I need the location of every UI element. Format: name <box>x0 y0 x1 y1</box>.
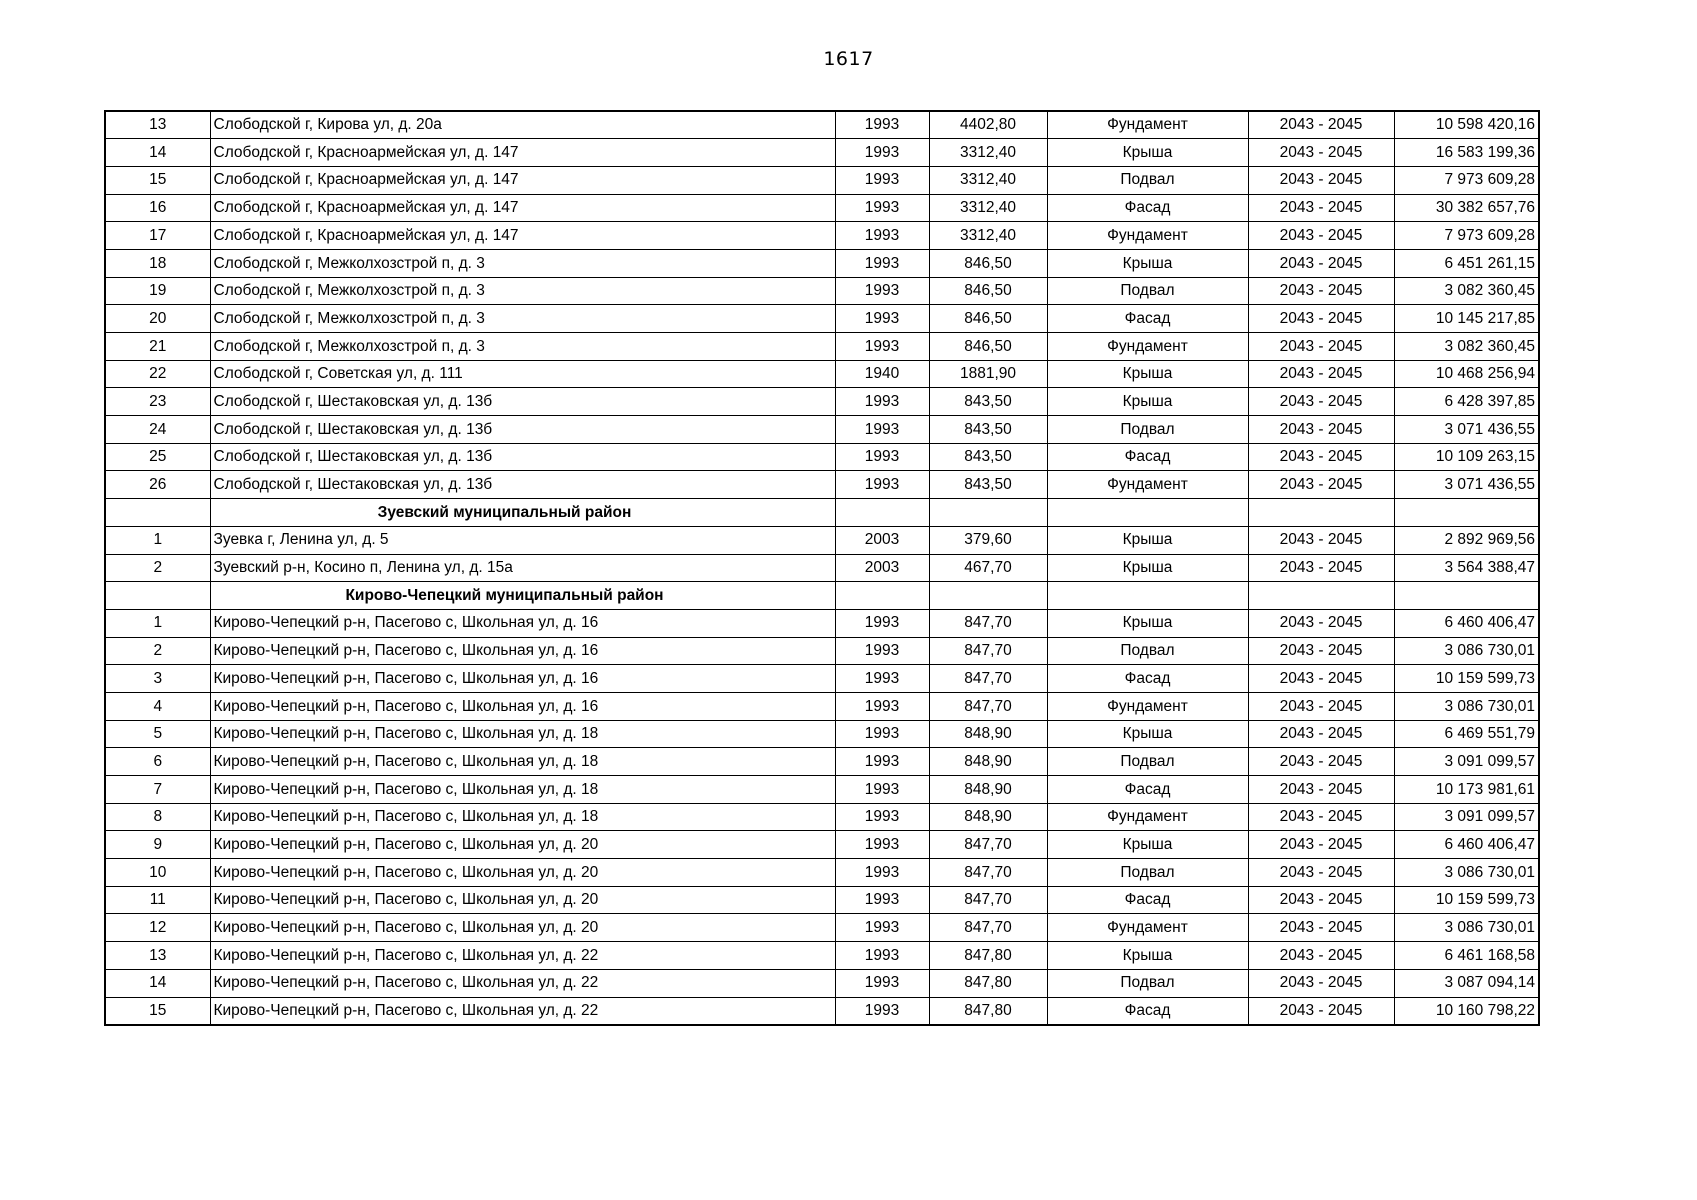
structural-element-cell: Фасад <box>1047 194 1248 222</box>
repair-period-cell: 2043 - 2045 <box>1248 443 1394 471</box>
area-cell: 843,50 <box>929 471 1047 499</box>
address-cell: Слободской г, Шестаковская ул, д. 13б <box>210 443 835 471</box>
structural-element-cell: Фундамент <box>1047 111 1248 139</box>
repair-period-cell: 2043 - 2045 <box>1248 166 1394 194</box>
area-cell: 848,90 <box>929 748 1047 776</box>
address-cell: Слободской г, Межколхозстрой п, д. 3 <box>210 305 835 333</box>
structural-element-cell: Фундамент <box>1047 222 1248 250</box>
table-row <box>105 249 1539 277</box>
structural-element-cell: Фасад <box>1047 443 1248 471</box>
row-number-cell: 10 <box>105 859 210 887</box>
table-row <box>105 554 1539 582</box>
repair-period-cell: 2043 - 2045 <box>1248 942 1394 970</box>
build-year-cell: 2003 <box>835 554 929 582</box>
cost-cell: 6 451 261,15 <box>1394 249 1539 277</box>
build-year-cell: 1993 <box>835 609 929 637</box>
table-row <box>105 360 1539 388</box>
build-year-cell: 1993 <box>835 665 929 693</box>
structural-element-cell: Подвал <box>1047 637 1248 665</box>
row-number-cell: 13 <box>105 111 210 139</box>
table-row <box>105 609 1539 637</box>
address-cell: Слободской г, Кирова ул, д. 20а <box>210 111 835 139</box>
table-body <box>105 111 1539 1025</box>
address-cell: Кирово-Чепецкий р-н, Пасегово с, Школьная ул, д. 22 <box>210 942 835 970</box>
cost-cell: 6 460 406,47 <box>1394 609 1539 637</box>
row-number-cell: 25 <box>105 443 210 471</box>
address-cell: Слободской г, Красноармейская ул, д. 147 <box>210 194 835 222</box>
repair-period-cell: 2043 - 2045 <box>1248 609 1394 637</box>
structural-element-cell: Крыша <box>1047 554 1248 582</box>
repair-period-cell: 2043 - 2045 <box>1248 997 1394 1025</box>
structural-element-cell: Подвал <box>1047 166 1248 194</box>
row-number-cell: 15 <box>105 166 210 194</box>
build-year-cell: 1940 <box>835 360 929 388</box>
area-cell: 847,70 <box>929 609 1047 637</box>
cost-cell: 10 598 420,16 <box>1394 111 1539 139</box>
cost-cell: 16 583 199,36 <box>1394 139 1539 167</box>
cost-cell <box>1394 499 1539 527</box>
table-row <box>105 831 1539 859</box>
section-header-row <box>105 582 1539 610</box>
address-cell: Кирово-Чепецкий р-н, Пасегово с, Школьная ул, д. 18 <box>210 720 835 748</box>
build-year-cell: 1993 <box>835 692 929 720</box>
cost-cell: 10 159 599,73 <box>1394 665 1539 693</box>
build-year-cell: 1993 <box>835 416 929 444</box>
build-year-cell <box>835 499 929 527</box>
repair-period-cell: 2043 - 2045 <box>1248 969 1394 997</box>
table-row <box>105 942 1539 970</box>
cost-cell: 10 109 263,15 <box>1394 443 1539 471</box>
repair-schedule-table <box>104 110 1540 1026</box>
row-number-cell <box>105 499 210 527</box>
build-year-cell: 1993 <box>835 942 929 970</box>
structural-element-cell: Фасад <box>1047 305 1248 333</box>
row-number-cell: 26 <box>105 471 210 499</box>
build-year-cell: 1993 <box>835 222 929 250</box>
structural-element-cell: Крыша <box>1047 526 1248 554</box>
repair-period-cell: 2043 - 2045 <box>1248 139 1394 167</box>
table-row <box>105 139 1539 167</box>
row-number-cell: 6 <box>105 748 210 776</box>
section-title-cell <box>210 582 835 610</box>
area-cell: 467,70 <box>929 554 1047 582</box>
address-cell: Слободской г, Шестаковская ул, д. 13б <box>210 388 835 416</box>
structural-element-cell: Фундамент <box>1047 471 1248 499</box>
build-year-cell: 1993 <box>835 194 929 222</box>
area-cell: 847,70 <box>929 859 1047 887</box>
structural-element-cell: Крыша <box>1047 139 1248 167</box>
cost-cell: 7 973 609,28 <box>1394 166 1539 194</box>
repair-period-cell: 2043 - 2045 <box>1248 859 1394 887</box>
structural-element-cell: Крыша <box>1047 831 1248 859</box>
repair-period-cell: 2043 - 2045 <box>1248 194 1394 222</box>
address-cell: Кирово-Чепецкий р-н, Пасегово с, Школьная ул, д. 18 <box>210 776 835 804</box>
build-year-cell: 2003 <box>835 526 929 554</box>
repair-period-cell: 2043 - 2045 <box>1248 526 1394 554</box>
address-cell: Слободской г, Красноармейская ул, д. 147 <box>210 222 835 250</box>
repair-period-cell: 2043 - 2045 <box>1248 692 1394 720</box>
area-cell: 846,50 <box>929 277 1047 305</box>
repair-period-cell: 2043 - 2045 <box>1248 554 1394 582</box>
area-cell: 843,50 <box>929 416 1047 444</box>
cost-cell: 10 159 599,73 <box>1394 886 1539 914</box>
row-number-cell: 11 <box>105 886 210 914</box>
structural-element-cell: Подвал <box>1047 277 1248 305</box>
table-row <box>105 416 1539 444</box>
repair-period-cell: 2043 - 2045 <box>1248 360 1394 388</box>
row-number-cell <box>105 582 210 610</box>
address-cell: Слободской г, Красноармейская ул, д. 147 <box>210 166 835 194</box>
address-cell: Кирово-Чепецкий р-н, Пасегово с, Школьная ул, д. 16 <box>210 692 835 720</box>
structural-element-cell: Крыша <box>1047 942 1248 970</box>
area-cell: 847,80 <box>929 997 1047 1025</box>
cost-cell: 10 145 217,85 <box>1394 305 1539 333</box>
table-row <box>105 997 1539 1025</box>
row-number-cell: 9 <box>105 831 210 859</box>
repair-period-cell: 2043 - 2045 <box>1248 222 1394 250</box>
table-row <box>105 886 1539 914</box>
address-cell: Кирово-Чепецкий р-н, Пасегово с, Школьная ул, д. 16 <box>210 637 835 665</box>
area-cell: 847,70 <box>929 886 1047 914</box>
address-cell: Кирово-Чепецкий р-н, Пасегово с, Школьная ул, д. 22 <box>210 969 835 997</box>
build-year-cell: 1993 <box>835 637 929 665</box>
repair-period-cell: 2043 - 2045 <box>1248 748 1394 776</box>
section-header-row <box>105 499 1539 527</box>
page-number: 1617 <box>823 48 874 70</box>
table-row <box>105 166 1539 194</box>
row-number-cell: 17 <box>105 222 210 250</box>
repair-period-cell <box>1248 499 1394 527</box>
cost-cell: 3 091 099,57 <box>1394 748 1539 776</box>
address-cell: Кирово-Чепецкий р-н, Пасегово с, Школьная ул, д. 18 <box>210 803 835 831</box>
cost-cell: 10 160 798,22 <box>1394 997 1539 1025</box>
build-year-cell: 1993 <box>835 388 929 416</box>
area-cell: 847,80 <box>929 969 1047 997</box>
cost-cell: 3 087 094,14 <box>1394 969 1539 997</box>
area-cell: 847,70 <box>929 692 1047 720</box>
table-row <box>105 914 1539 942</box>
repair-period-cell: 2043 - 2045 <box>1248 305 1394 333</box>
address-cell: Слободской г, Межколхозстрой п, д. 3 <box>210 249 835 277</box>
cost-cell: 10 173 981,61 <box>1394 776 1539 804</box>
structural-element-cell <box>1047 582 1248 610</box>
address-cell: Кирово-Чепецкий р-н, Пасегово с, Школьная ул, д. 18 <box>210 748 835 776</box>
row-number-cell: 2 <box>105 637 210 665</box>
repair-period-cell: 2043 - 2045 <box>1248 803 1394 831</box>
structural-element-cell: Подвал <box>1047 416 1248 444</box>
row-number-cell: 12 <box>105 914 210 942</box>
area-cell: 3312,40 <box>929 139 1047 167</box>
address-cell: Кирово-Чепецкий р-н, Пасегово с, Школьная ул, д. 20 <box>210 914 835 942</box>
cost-cell: 6 461 168,58 <box>1394 942 1539 970</box>
cost-cell: 6 469 551,79 <box>1394 720 1539 748</box>
repair-period-cell: 2043 - 2045 <box>1248 388 1394 416</box>
address-cell: Кирово-Чепецкий р-н, Пасегово с, Школьная ул, д. 22 <box>210 997 835 1025</box>
row-number-cell: 2 <box>105 554 210 582</box>
repair-period-cell: 2043 - 2045 <box>1248 249 1394 277</box>
structural-element-cell: Крыша <box>1047 720 1248 748</box>
structural-element-cell: Фасад <box>1047 665 1248 693</box>
address-cell: Кирово-Чепецкий р-н, Пасегово с, Школьная ул, д. 16 <box>210 609 835 637</box>
address-cell: Слободской г, Советская ул, д. 111 <box>210 360 835 388</box>
repair-period-cell: 2043 - 2045 <box>1248 831 1394 859</box>
repair-period-cell: 2043 - 2045 <box>1248 333 1394 361</box>
row-number-cell: 4 <box>105 692 210 720</box>
build-year-cell: 1993 <box>835 748 929 776</box>
build-year-cell: 1993 <box>835 277 929 305</box>
area-cell: 847,70 <box>929 914 1047 942</box>
build-year-cell: 1993 <box>835 443 929 471</box>
build-year-cell: 1993 <box>835 969 929 997</box>
build-year-cell: 1993 <box>835 471 929 499</box>
row-number-cell: 1 <box>105 609 210 637</box>
cost-cell: 3 082 360,45 <box>1394 277 1539 305</box>
repair-period-cell: 2043 - 2045 <box>1248 886 1394 914</box>
cost-cell: 3 082 360,45 <box>1394 333 1539 361</box>
table-row <box>105 526 1539 554</box>
build-year-cell: 1993 <box>835 111 929 139</box>
table-row <box>105 277 1539 305</box>
address-cell: Кирово-Чепецкий р-н, Пасегово с, Школьная ул, д. 20 <box>210 886 835 914</box>
area-cell: 848,90 <box>929 720 1047 748</box>
build-year-cell: 1993 <box>835 997 929 1025</box>
row-number-cell: 14 <box>105 969 210 997</box>
section-title-cell <box>210 499 835 527</box>
area-cell: 846,50 <box>929 305 1047 333</box>
table-row <box>105 222 1539 250</box>
row-number-cell: 19 <box>105 277 210 305</box>
structural-element-cell: Фасад <box>1047 886 1248 914</box>
repair-period-cell: 2043 - 2045 <box>1248 776 1394 804</box>
area-cell: 4402,80 <box>929 111 1047 139</box>
table-row <box>105 111 1539 139</box>
structural-element-cell: Фундамент <box>1047 333 1248 361</box>
build-year-cell: 1993 <box>835 886 929 914</box>
area-cell: 846,50 <box>929 333 1047 361</box>
row-number-cell: 24 <box>105 416 210 444</box>
repair-period-cell: 2043 - 2045 <box>1248 720 1394 748</box>
table-row <box>105 388 1539 416</box>
address-cell: Зуевка г, Ленина ул, д. 5 <box>210 526 835 554</box>
row-number-cell: 15 <box>105 997 210 1025</box>
table-row <box>105 720 1539 748</box>
area-cell <box>929 582 1047 610</box>
repair-period-cell: 2043 - 2045 <box>1248 416 1394 444</box>
row-number-cell: 13 <box>105 942 210 970</box>
area-cell: 843,50 <box>929 443 1047 471</box>
area-cell: 848,90 <box>929 803 1047 831</box>
cost-cell: 3 086 730,01 <box>1394 637 1539 665</box>
structural-element-cell: Фундамент <box>1047 692 1248 720</box>
row-number-cell: 18 <box>105 249 210 277</box>
area-cell: 847,70 <box>929 637 1047 665</box>
structural-element-cell: Подвал <box>1047 748 1248 776</box>
structural-element-cell: Крыша <box>1047 609 1248 637</box>
address-cell: Зуевский р-н, Косино п, Ленина ул, д. 15а <box>210 554 835 582</box>
structural-element-cell <box>1047 499 1248 527</box>
repair-period-cell: 2043 - 2045 <box>1248 637 1394 665</box>
table-row <box>105 776 1539 804</box>
build-year-cell <box>835 582 929 610</box>
area-cell: 846,50 <box>929 249 1047 277</box>
area-cell: 848,90 <box>929 776 1047 804</box>
build-year-cell: 1993 <box>835 776 929 804</box>
structural-element-cell: Крыша <box>1047 249 1248 277</box>
section-title: Зуевский муниципальный район <box>377 503 632 521</box>
table-row <box>105 471 1539 499</box>
cost-cell: 6 428 397,85 <box>1394 388 1539 416</box>
area-cell: 3312,40 <box>929 166 1047 194</box>
repair-period-cell: 2043 - 2045 <box>1248 914 1394 942</box>
area-cell: 847,80 <box>929 942 1047 970</box>
structural-element-cell: Подвал <box>1047 859 1248 887</box>
table-row <box>105 692 1539 720</box>
structural-element-cell: Фундамент <box>1047 803 1248 831</box>
address-cell: Слободской г, Шестаковская ул, д. 13б <box>210 416 835 444</box>
row-number-cell: 14 <box>105 139 210 167</box>
build-year-cell: 1993 <box>835 333 929 361</box>
area-cell: 3312,40 <box>929 222 1047 250</box>
structural-element-cell: Крыша <box>1047 388 1248 416</box>
structural-element-cell: Подвал <box>1047 969 1248 997</box>
table-row <box>105 305 1539 333</box>
structural-element-cell: Крыша <box>1047 360 1248 388</box>
table-row <box>105 194 1539 222</box>
row-number-cell: 23 <box>105 388 210 416</box>
row-number-cell: 5 <box>105 720 210 748</box>
build-year-cell: 1993 <box>835 249 929 277</box>
cost-cell: 7 973 609,28 <box>1394 222 1539 250</box>
area-cell: 3312,40 <box>929 194 1047 222</box>
cost-cell: 3 071 436,55 <box>1394 416 1539 444</box>
row-number-cell: 21 <box>105 333 210 361</box>
cost-cell: 3 086 730,01 <box>1394 859 1539 887</box>
table-row <box>105 637 1539 665</box>
area-cell: 379,60 <box>929 526 1047 554</box>
cost-cell: 10 468 256,94 <box>1394 360 1539 388</box>
repair-period-cell <box>1248 582 1394 610</box>
build-year-cell: 1993 <box>835 803 929 831</box>
table-row <box>105 748 1539 776</box>
table-row <box>105 443 1539 471</box>
row-number-cell: 16 <box>105 194 210 222</box>
row-number-cell: 22 <box>105 360 210 388</box>
build-year-cell: 1993 <box>835 720 929 748</box>
build-year-cell: 1993 <box>835 166 929 194</box>
row-number-cell: 7 <box>105 776 210 804</box>
build-year-cell: 1993 <box>835 305 929 333</box>
build-year-cell: 1993 <box>835 859 929 887</box>
structural-element-cell: Фасад <box>1047 776 1248 804</box>
build-year-cell: 1993 <box>835 831 929 859</box>
cost-cell: 30 382 657,76 <box>1394 194 1539 222</box>
address-cell: Кирово-Чепецкий р-н, Пасегово с, Школьная ул, д. 16 <box>210 665 835 693</box>
structural-element-cell: Фасад <box>1047 997 1248 1025</box>
area-cell: 847,70 <box>929 665 1047 693</box>
cost-cell: 2 892 969,56 <box>1394 526 1539 554</box>
address-cell: Слободской г, Шестаковская ул, д. 13б <box>210 471 835 499</box>
cost-cell: 3 564 388,47 <box>1394 554 1539 582</box>
table-row <box>105 859 1539 887</box>
cost-cell <box>1394 582 1539 610</box>
table-row <box>105 665 1539 693</box>
row-number-cell: 8 <box>105 803 210 831</box>
structural-element-cell: Фундамент <box>1047 914 1248 942</box>
repair-period-cell: 2043 - 2045 <box>1248 471 1394 499</box>
address-cell: Слободской г, Межколхозстрой п, д. 3 <box>210 277 835 305</box>
row-number-cell: 1 <box>105 526 210 554</box>
area-cell: 847,70 <box>929 831 1047 859</box>
address-cell: Слободской г, Красноармейская ул, д. 147 <box>210 139 835 167</box>
address-cell: Кирово-Чепецкий р-н, Пасегово с, Школьная ул, д. 20 <box>210 831 835 859</box>
address-cell: Кирово-Чепецкий р-н, Пасегово с, Школьная ул, д. 20 <box>210 859 835 887</box>
repair-period-cell: 2043 - 2045 <box>1248 111 1394 139</box>
row-number-cell: 20 <box>105 305 210 333</box>
area-cell: 843,50 <box>929 388 1047 416</box>
cost-cell: 3 071 436,55 <box>1394 471 1539 499</box>
cost-cell: 3 086 730,01 <box>1394 692 1539 720</box>
build-year-cell: 1993 <box>835 914 929 942</box>
section-title: Кирово-Чепецкий муниципальный район <box>345 586 664 604</box>
repair-period-cell: 2043 - 2045 <box>1248 665 1394 693</box>
area-cell <box>929 499 1047 527</box>
table-row <box>105 969 1539 997</box>
build-year-cell: 1993 <box>835 139 929 167</box>
address-cell: Слободской г, Межколхозстрой п, д. 3 <box>210 333 835 361</box>
row-number-cell: 3 <box>105 665 210 693</box>
area-cell: 1881,90 <box>929 360 1047 388</box>
cost-cell: 3 091 099,57 <box>1394 803 1539 831</box>
table-row <box>105 333 1539 361</box>
cost-cell: 3 086 730,01 <box>1394 914 1539 942</box>
table-row <box>105 803 1539 831</box>
cost-cell: 6 460 406,47 <box>1394 831 1539 859</box>
repair-period-cell: 2043 - 2045 <box>1248 277 1394 305</box>
